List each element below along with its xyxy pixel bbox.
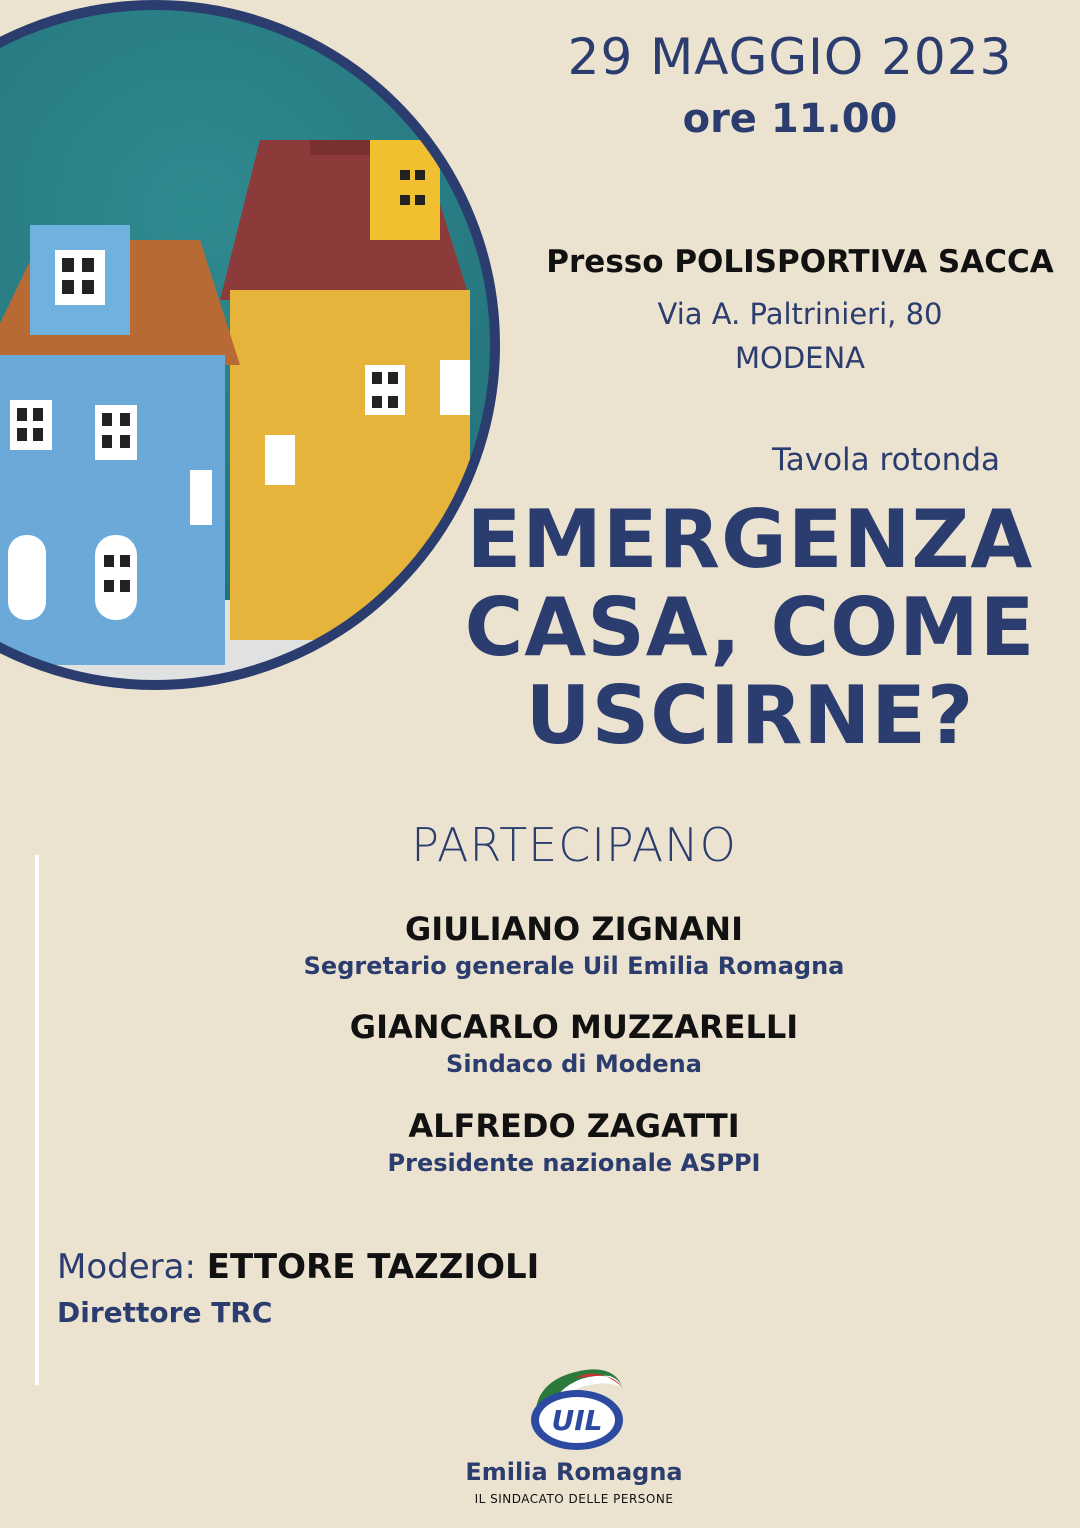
address xyxy=(520,292,1080,380)
speaker-name: GIULIANO ZIGNANI xyxy=(405,910,743,948)
event-date: 29 MAGGIO 2023 xyxy=(567,28,1013,86)
speaker-name: ALFREDO ZAGATTI xyxy=(408,1107,740,1145)
event-title xyxy=(430,493,1070,762)
event-subtitle: Tavola rotonda xyxy=(771,442,1000,478)
speaker-name: GIANCARLO MUZZARELLI xyxy=(349,1008,799,1046)
title-line-1: EMERGENZA xyxy=(466,493,1034,586)
speaker-role: Sindaco di Modena xyxy=(446,1050,702,1078)
org-tagline: IL SINDACATO DELLE PERSONE xyxy=(474,1492,674,1506)
address-city: MODENA xyxy=(734,341,866,375)
participants-heading: PARTECIPANO xyxy=(411,818,737,872)
venue-name: POLISPORTIVA SACCA xyxy=(674,244,1054,280)
address-street: Via A. Paltrinieri, 80 xyxy=(657,297,943,331)
speaker-2 xyxy=(0,1008,1080,1078)
title-line-2: CASA, COME xyxy=(464,581,1036,674)
moderator-name: ETTORE TAZZIOLI xyxy=(206,1247,540,1287)
speaker-role: Segretario generale Uil Emilia Romagna xyxy=(303,952,845,980)
speaker-3 xyxy=(0,1107,1080,1177)
logo-text: UIL xyxy=(551,1404,603,1437)
speaker-role: Presidente nazionale ASPPI xyxy=(387,1149,761,1177)
org-name: Emilia Romagna xyxy=(465,1458,683,1486)
moderator-label: Modera: xyxy=(57,1247,196,1287)
event-time: ore 11.00 xyxy=(682,96,898,142)
speaker-1 xyxy=(0,910,1080,980)
venue-prefix: Presso xyxy=(546,244,664,280)
uil-logo xyxy=(515,1358,635,1458)
moderator xyxy=(57,1247,539,1287)
title-line-3: USCIRNE? xyxy=(525,669,975,762)
moderator-role: Direttore TRC xyxy=(57,1296,273,1329)
venue xyxy=(520,244,1080,280)
